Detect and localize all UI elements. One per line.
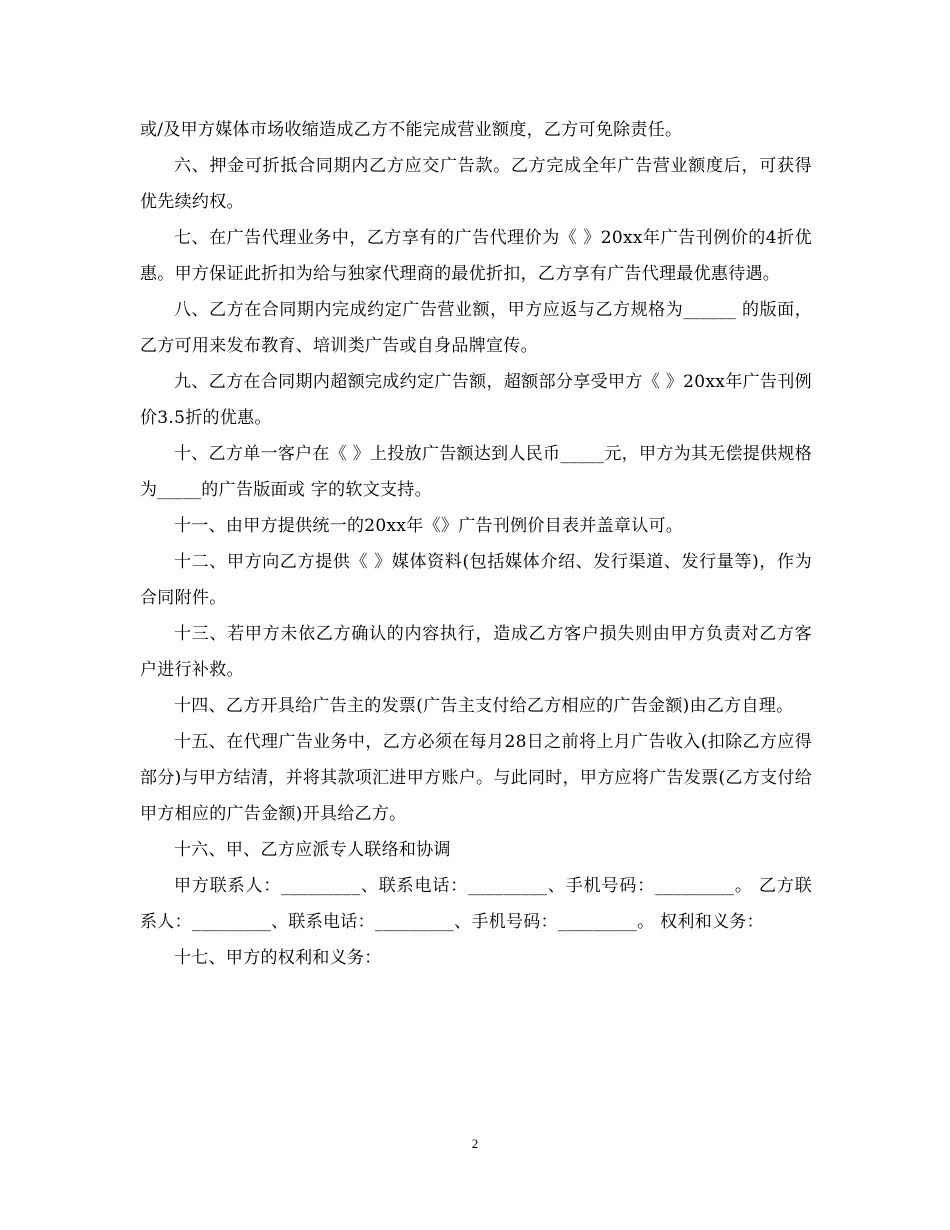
paragraph-clause-9: 九、乙方在合同期内超额完成约定广告额，超额部分享受甲方《 》20xx年广告刊例价3.5折的优惠。 xyxy=(140,372,812,428)
paragraph-clause-15: 十五、在代理广告业务中，乙方必须在每月28日之前将上月广告收入(扣除乙方应得部分)与甲方结清，并将其款项汇进甲方账户。与此同时，甲方应将广告发票(乙方支付给甲方相应的广告金额)开具给乙方。 xyxy=(140,732,812,824)
paragraph-clause-10: 十、乙方单一客户在《 》上投放广告额达到人民币_____元，甲方为其无偿提供规格为_____的广告版面或 字的软文支持。 xyxy=(140,444,812,500)
document-body xyxy=(140,112,812,976)
paragraph-clause-8: 八、乙方在合同期内完成约定广告营业额，甲方应返与乙方规格为______ 的版面，乙方可用来发布教育、培训类广告或自身品牌宣传。 xyxy=(140,300,812,356)
paragraph-clause-6: 六、押金可折抵合同期内乙方应交广告款。乙方完成全年广告营业额度后，可获得优先续约权。 xyxy=(140,156,812,212)
paragraph-clause-14: 十四、乙方开具给广告主的发票(广告主支付给乙方相应的广告金额)由乙方自理。 xyxy=(174,696,794,716)
page-number: 2 xyxy=(471,1136,479,1151)
paragraph-contacts: 甲方联系人：_________、联系电话：_________、手机号码：_________。 乙方联系人：_________、联系电话：_________、手机号码：_________。 权利和义务： xyxy=(140,876,812,932)
paragraph-continuation: 或/及甲方媒体市场收缩造成乙方不能完成营业额度，乙方可免除责任。 xyxy=(140,120,683,140)
paragraph-clause-16: 十六、甲、乙方应派专人联络和协调 xyxy=(174,840,451,860)
paragraph-clause-12: 十二、甲方向乙方提供《 》媒体资料(包括媒体介绍、发行渠道、发行量等)，作为合同附件。 xyxy=(140,552,812,608)
paragraph-clause-11: 十一、由甲方提供统一的20xx年《》广告刊例价目表并盖章认可。 xyxy=(174,516,684,536)
paragraph-clause-7: 七、在广告代理业务中，乙方享有的广告代理价为《 》20xx年广告刊例价的4折优惠。甲方保证此折扣为给与独家代理商的最优折扣，乙方享有广告代理最优惠待遇。 xyxy=(140,228,812,284)
paragraph-clause-17: 十七、甲方的权利和义务： xyxy=(174,948,382,968)
paragraph-clause-13: 十三、若甲方未依乙方确认的内容执行，造成乙方客户损失则由甲方负责对乙方客户进行补救。 xyxy=(140,624,812,680)
